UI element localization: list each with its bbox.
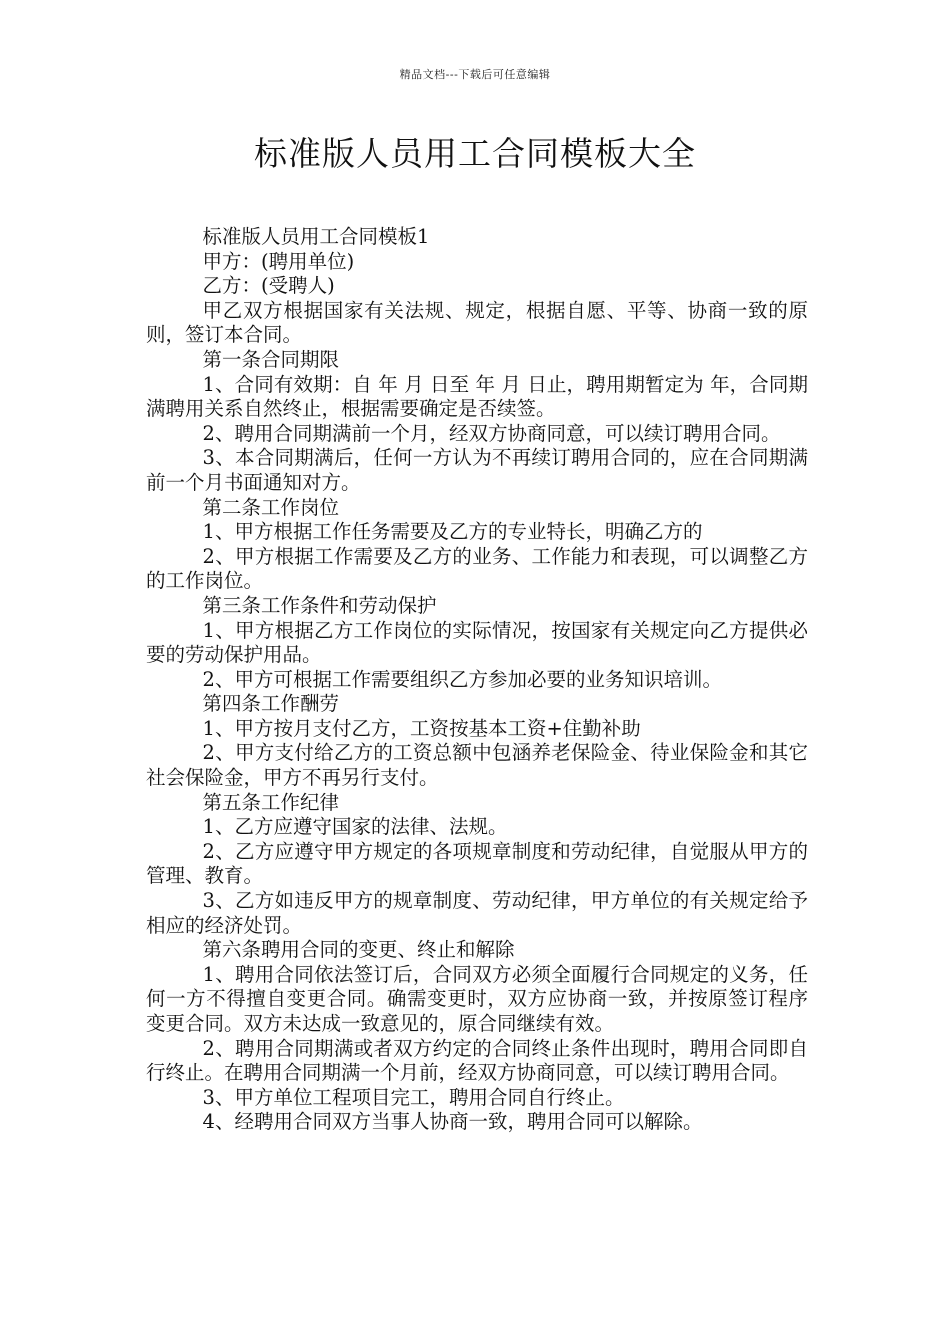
body-paragraph: 3、甲方单位工程项目完工，聘用合同自行终止。 bbox=[202, 1085, 625, 1109]
body-paragraph: 第五条工作纪律 bbox=[202, 790, 340, 814]
body-paragraph: 标准版人员用工合同模板1 bbox=[202, 225, 430, 248]
body-paragraph: 第一条合同期限 bbox=[202, 347, 340, 371]
body-paragraph: 甲乙双方根据国家有关法规、规定，根据自愿、平等、协商一致的原则，签订本合同。 bbox=[146, 298, 808, 347]
body-paragraph: 1、甲方根据乙方工作岗位的实际情况，按国家有关规定向乙方提供必要的劳动保护用品。 bbox=[146, 618, 808, 667]
header-note: 精品文档---下载后可任意编辑 bbox=[399, 68, 551, 81]
document-title: 标准版人员用工合同模板大全 bbox=[254, 134, 696, 173]
body-paragraph: 1、聘用合同依法签订后，合同双方必须全面履行合同规定的义务，任何一方不得擅自变更合同。确需变更时，双方应协商一致，并按原签订程序变更合同。双方未达成一致意见的，原合同继续有效。 bbox=[146, 962, 808, 1035]
body-paragraph: 4、经聘用合同双方当事人协商一致，聘用合同可以解除。 bbox=[202, 1110, 703, 1134]
body-paragraph: 乙方：(受聘人) bbox=[202, 274, 335, 298]
body-paragraph: 2、甲方可根据工作需要组织乙方参加必要的业务知识培训。 bbox=[202, 667, 722, 691]
body-paragraph: 1、甲方按月支付乙方，工资按基本工资+住勤补助 bbox=[202, 716, 641, 740]
body-paragraph: 2、聘用合同期满前一个月，经双方协商同意，可以续订聘用合同。 bbox=[202, 421, 781, 445]
body-paragraph: 第六条聘用合同的变更、终止和解除 bbox=[202, 938, 515, 962]
document-body bbox=[146, 225, 808, 1135]
body-paragraph: 第三条工作条件和劳动保护 bbox=[202, 593, 437, 617]
body-paragraph: 2、甲方根据工作需要及乙方的业务、工作能力和表现，可以调整乙方的工作岗位。 bbox=[146, 544, 808, 593]
body-paragraph: 2、甲方支付给乙方的工资总额中包涵养老保险金、待业保险金和其它社会保险金，甲方不再另行支付。 bbox=[146, 741, 808, 790]
body-paragraph: 甲方：(聘用单位) bbox=[202, 249, 355, 273]
body-paragraph: 2、聘用合同期满或者双方约定的合同终止条件出现时，聘用合同即自行终止。在聘用合同期满一个月前，经双方协商同意，可以续订聘用合同。 bbox=[146, 1036, 808, 1085]
body-paragraph: 3、本合同期满后，任何一方认为不再续订聘用合同的，应在合同期满前一个月书面通知对方。 bbox=[146, 446, 808, 494]
body-paragraph: 第四条工作酬劳 bbox=[202, 692, 340, 716]
body-paragraph: 3、乙方如违反甲方的规章制度、劳动纪律，甲方单位的有关规定给予相应的经济处罚。 bbox=[146, 889, 808, 937]
body-paragraph: 1、合同有效期：自 年 月 日至 年 月 日止，聘用期暂定为 年，合同期满聘用关系自然终止，根据需要确定是否续签。 bbox=[146, 372, 808, 421]
body-paragraph: 第二条工作岗位 bbox=[202, 495, 340, 519]
body-paragraph: 2、乙方应遵守甲方规定的各项规章制度和劳动纪律，自觉服从甲方的管理、教育。 bbox=[146, 839, 808, 888]
body-paragraph: 1、甲方根据工作任务需要及乙方的专业特长，明确乙方的 bbox=[202, 520, 703, 544]
body-paragraph: 1、乙方应遵守国家的法律、法规。 bbox=[202, 815, 508, 839]
